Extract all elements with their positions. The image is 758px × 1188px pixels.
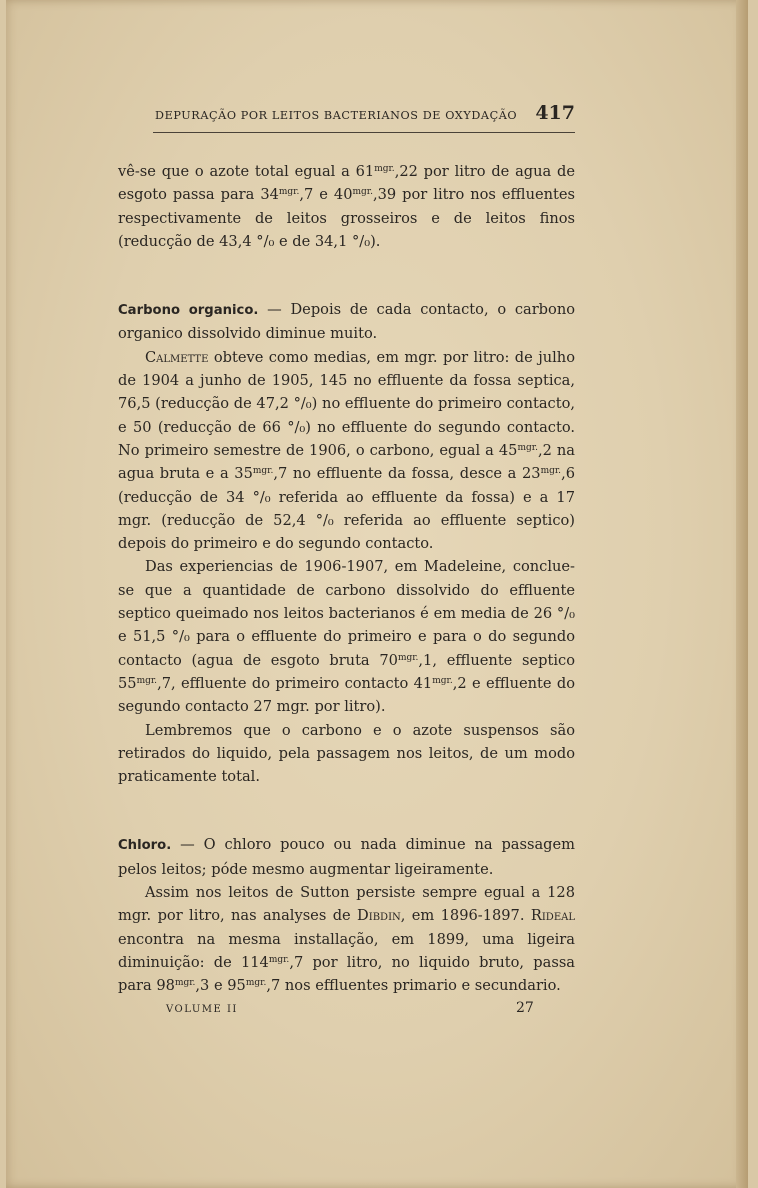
body-text — [118, 160, 575, 998]
footer-volume: VOLUME II — [166, 1004, 238, 1015]
paragraph-lembremos: Lembremos que o carbono e o azote suspensos são retirados do liquido, pela passagem nos leitos, de um modo praticamente total. — [118, 721, 575, 786]
page-edge — [736, 0, 748, 1188]
paragraph-chloro-intro: Chloro. — O chloro pouco ou nada diminue na passagem pelos leitos; póde mesmo augmentar ligeiramente. — [118, 836, 575, 878]
book-page — [6, 0, 748, 1188]
paragraph-calmette: Calmette obteve como medias, em mgr. por litro: de julho de 1904 a junho de 1905, 145 no effluente da fossa septica, 76,5 (reducção de 47,2 °/₀) no effluente do primeiro contacto, e 50 (reducção de 66 °/₀) no effluente do segundo contacto. No primeiro semestre de 1906, o carbono, egual a $45^{mgr.},2$ na agua bruta e a $35^{mgr.},7$ no effluente da fossa, desce a $23^{mgr.},6$ (reducção de 34 °/₀ referida ao effluente da fossa) e a 17 mgr. (reducção de 52,4 °/₀ referida ao effluente septico) depois do primeiro e do segundo contacto. — [118, 348, 575, 553]
section-gap — [118, 253, 575, 298]
footer-signature: 27 — [516, 1000, 534, 1016]
paragraph-carbono-intro: Carbono organico. — Depois de cada contacto, o carbono organico dissolvido diminue muito. — [118, 301, 575, 343]
paragraph-azote: vê-se que o azote total egual a $61^{mgr.},22$ por litro de agua de esgoto passa para $34^{mgr.},7$ e $40^{mgr.},39$ por litro nos effluentes respectivamente de leitos grosseiros e de leitos finos (reducção de 43,4 °/₀ e de 34,1 °/₀). — [118, 163, 575, 250]
section-heading-carbono: Carbono organico. — [118, 303, 259, 319]
paragraph-sutton: Assim nos leitos de Sutton persiste sempre egual a 128 mgr. por litro, nas analyses de Dibdin, em 1896-1897. Rideal encontra na mesma installação, em 1899, uma ligeira diminuição: de $114^{mgr.},7$ por litro, no liquido bruto, passa para $98^{mgr.},3$ e $95^{mgr.},7$ nos effluentes primario e secundario. — [118, 884, 576, 995]
author-name: Rideal — [530, 907, 575, 925]
author-name: Calmette — [145, 348, 209, 366]
page-header — [153, 102, 575, 133]
section-heading-chloro: Chloro. — [118, 838, 172, 854]
page-number: 417 — [535, 102, 575, 124]
author-name: Dibdin — [357, 907, 401, 925]
paragraph-madeleine: Das experiencias de 1906-1907, em Madeleine, conclue-se que a quantidade de carbono dissolvido do effluente septico queimado nos leitos bacterianos é em media de 26 °/₀ e 51,5 °/₀ para o effluente do primeiro e para o do segundo contacto (agua de esgoto bruta $70^{mgr.},1$, effluente septico $55^{mgr.},7$, effluente do primeiro contacto $41^{mgr.},2$ e effluente do segundo contacto 27 mgr. por litro). — [118, 558, 576, 716]
running-head: DEPURAÇÃO POR LEITOS BACTERIANOS DE OXYDAÇÃO — [155, 109, 518, 122]
section-gap — [118, 788, 575, 833]
